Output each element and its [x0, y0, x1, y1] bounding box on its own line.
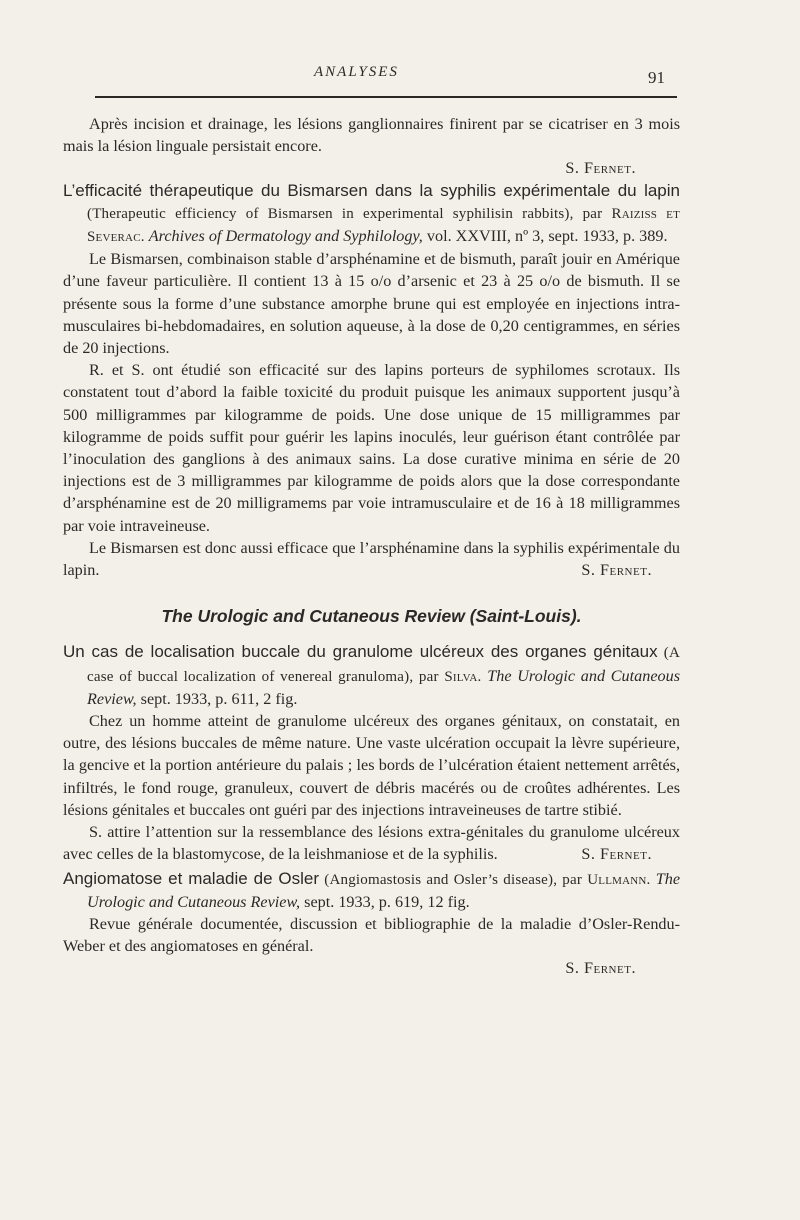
- article-signature: S. Fernet.: [565, 959, 636, 978]
- article-bismarsen: [63, 180, 680, 582]
- article-reference: (Therapeutic efficiency of Bismarsen in experimental syphilisin rabbits), par: [87, 205, 603, 222]
- article-reference: (A case of buccal localization of venereal granuloma), par: [87, 645, 681, 685]
- article-authors: Ullmann.: [587, 871, 651, 888]
- article-heading: [63, 641, 680, 710]
- article-title: L’efficacité thérapeutique du Bismarsen dans la syphilis expérimentale du lapin: [63, 180, 680, 200]
- article-citation: sept. 1933, p. 611, 2 fig.: [140, 689, 298, 708]
- article-paragraph: S. attire l’attention sur la ressemblance des lésions extra-génitales du granulome ulcéreux avec celles de la blastomycose, de la leishmaniose et de la syphilis. S. Fernet.: [63, 821, 680, 865]
- article-title: Angiomatose et maladie de Osler: [63, 868, 320, 888]
- page-content: [63, 113, 680, 980]
- article-heading: [63, 868, 680, 913]
- page-header: [0, 64, 800, 104]
- article-signature: S. Fernet.: [565, 159, 636, 178]
- journal-heading: The Urologic and Cutaneous Review (Saint-Louis).: [161, 606, 582, 627]
- article-authors: Raiziss et Severac.: [87, 205, 681, 246]
- article-signature: S. Fernet.: [581, 845, 652, 864]
- article-paragraph: Le Bismarsen, combinaison stable d’arsphénamine et de bismuth, paraît jouir en Amérique d’une faveur particulière. Il contient 13 à 15 o/o d’arsenic et 23 à 25 o/o de bismuth. Il se présente sous la forme d’une substance amorphe brune qui est employée en injections intra-musculaires bi-hebdomadaires, en solution aqueuse, à la dose de 0,20 centigrammes, en séries de 20 injections.: [63, 250, 680, 358]
- article-paragraph: Chez un homme atteint de granulome ulcéreux des organes génitaux, on constatait, en outre, des lésions buccales de même nature. Une vaste ulcération occupait la lèvre supérieure, la gencive et la portion antérieure du palais ; les bords de l’ulcération étaient nettement arrêtés, infiltrés, le fond rouge, granuleux, couvert de débris macérés ou de croûtes adhérentes. Les lésions génitales et buccales ont guéri par des injections intraveineuses de tartre stibié.: [63, 712, 680, 819]
- article-citation: sept. 1933, p. 619, 12 fig.: [304, 892, 470, 911]
- header-rule: [95, 96, 677, 98]
- running-title: ANALYSES: [314, 64, 399, 80]
- article-citation: vol. XXVIII, nº 3, sept. 1933, p. 389.: [426, 227, 668, 246]
- article-paragraph: Le Bismarsen est donc aussi efficace que l’arsphénamine dans la syphilis expérimentale du lapin. S. Fernet.: [63, 537, 680, 581]
- article-journal: The Urologic and Cutaneous Review,: [87, 869, 680, 911]
- article-continuation-text: Après incision et drainage, les lésions ganglionnaires finirent par se cicatriser en 3 mois mais la lésion linguale persistait encore.: [63, 115, 680, 156]
- article-paragraph: R. et S. ont étudié son efficacité sur des lapins porteurs de syphilomes scrotaux. Ils constatent tout d’abord la faible toxicité du produit puisque les animaux supportent jusqu’à 500 milligrammes par kilogramme de poids. Une dose unique de 15 milligrammes par kilogramme de poids suffit pour guérir les lapins inoculés, leur guérison étant contrôlée par l’inoculation des ganglions à des animaux sains. La dose curative minima en série de 20 injections est de 3 milligrammes par kilogramme de poids alors que la dose correspondante d’arsphénamine est de 20 milligramems par voie intramusculaire et de 16 à 18 milligrammes par voie intraveineuse.: [63, 361, 680, 535]
- article-paragraph: Revue générale documentée, discussion et bibliographie de la maladie d’Osler-Rendu-Weber et des angiomatoses en général.: [63, 914, 680, 956]
- article-journal: The Urologic and Cutaneous Review,: [87, 666, 681, 708]
- article-signature: S. Fernet.: [581, 561, 652, 580]
- article-heading: [63, 180, 680, 249]
- article-authors: Silva.: [444, 668, 482, 685]
- article-angiomatose: [63, 868, 680, 980]
- article-journal: Archives of Dermatology and Syphilology,: [148, 227, 423, 246]
- article-granulome: [63, 641, 680, 865]
- article-title: Un cas de localisation buccale du granulome ulcéreux des organes génitaux: [63, 642, 658, 662]
- article-reference: (Angiomastosis and Osler’s disease), par: [324, 871, 583, 888]
- page-number: 91: [648, 68, 665, 87]
